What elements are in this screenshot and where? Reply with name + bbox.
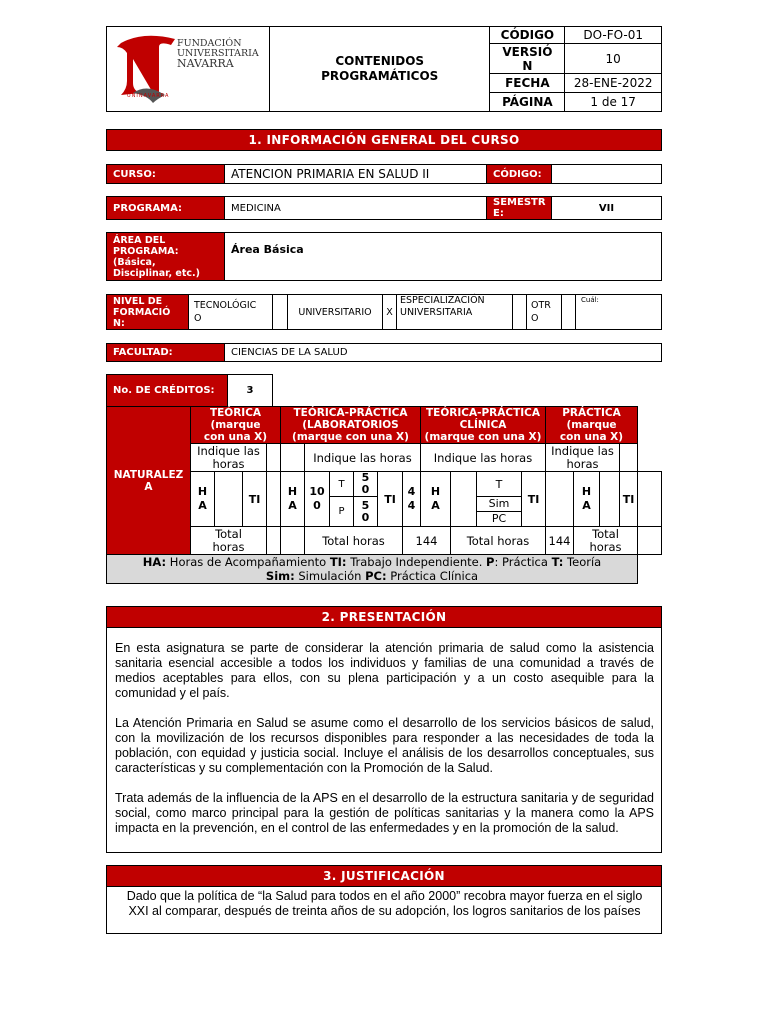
practica-h1: PRÁCTICA xyxy=(562,407,621,419)
programa-label: PROGRAMA: xyxy=(107,197,225,220)
creditos-row xyxy=(106,374,273,407)
lab-p-value xyxy=(354,497,378,527)
legend-ti-text: Trabajo Independiente. xyxy=(346,555,487,569)
version-label xyxy=(490,44,565,74)
lab-p-value-2: 0 xyxy=(361,510,370,524)
semestre-value: VII xyxy=(552,197,662,220)
document-title xyxy=(269,27,489,112)
codigo-value: DO-FO-01 xyxy=(565,27,662,44)
teorica-ti: TI xyxy=(243,472,267,527)
logo-line-3: NAVARRA xyxy=(177,57,234,70)
clinica-h3: (marque con una X) xyxy=(424,431,542,443)
clinica-total-value: 144 xyxy=(546,527,574,555)
lab-header xyxy=(281,407,421,444)
nivel-label-2: FORMACIÓ xyxy=(113,306,171,318)
section-2-title: 2. PRESENTACIÓN xyxy=(107,607,662,628)
lab-t-value-2: 0 xyxy=(361,483,370,496)
practica-ti-value[interactable] xyxy=(638,472,662,527)
lab-ti-value-1: 4 xyxy=(407,485,416,498)
clinica-t: T xyxy=(495,477,503,491)
clinica-ti: TI xyxy=(522,472,546,527)
lab-ha-1: H xyxy=(287,485,298,498)
naturaleza-legend xyxy=(107,555,638,584)
area-row xyxy=(106,232,662,281)
naturaleza-table xyxy=(106,406,662,584)
practica-total-value[interactable] xyxy=(638,527,662,555)
teorica-h1: TEÓRICA xyxy=(209,407,262,419)
section-3-title: 3. JUSTIFICACIÓN xyxy=(107,866,662,887)
clinica-ha xyxy=(421,472,451,527)
clinica-ha-1: H xyxy=(430,485,441,498)
otro-label-2: O xyxy=(531,313,539,324)
naturaleza-label-1: NATURALEZ xyxy=(113,468,184,481)
creditos-value: 3 xyxy=(228,375,273,407)
semestre-label xyxy=(487,197,552,220)
lab-ha-value-1: 10 xyxy=(309,485,325,498)
programa-row xyxy=(106,196,662,220)
clinica-sim: Sim xyxy=(477,497,521,512)
teorica-check[interactable] xyxy=(267,444,281,472)
teorica-ti-value[interactable] xyxy=(267,472,281,527)
lab-t: T xyxy=(330,472,354,497)
lab-check[interactable] xyxy=(281,444,305,472)
practica-check[interactable] xyxy=(620,444,638,472)
clinica-ti-value[interactable] xyxy=(546,472,574,527)
lab-indique: Indique las horas xyxy=(305,444,421,472)
nivel-formacion-row xyxy=(106,294,662,330)
teorica-indique xyxy=(191,444,267,472)
facultad-row xyxy=(106,343,662,362)
title-line-2: PROGRAMÁTICOS xyxy=(321,69,439,83)
practica-header xyxy=(546,407,638,444)
lab-t-value xyxy=(354,472,378,497)
title-line-1: CONTENIDOS xyxy=(335,54,425,68)
pagina-value: 1 de 17 xyxy=(565,93,662,112)
presentacion-paragraph-3: Trata además de la influencia de la APS en el desarrollo de la estructura sanitaria y de seguridad social, como marco principal para la gestión de políticas sanitarias y la manera como la APS impacta en la prevención, en el control de las enfermedades y en la promoción de la salud. xyxy=(115,791,654,835)
nivel-label-3: N: xyxy=(113,317,125,329)
curso-row xyxy=(106,164,662,184)
semestre-label-2: E: xyxy=(493,208,504,219)
document-header xyxy=(106,26,662,112)
clinica-h1: TEÓRICA-PRÁCTICA xyxy=(426,407,540,419)
area-label xyxy=(107,233,225,281)
clinica-t-row xyxy=(477,472,522,497)
clinica-sim-pc xyxy=(477,497,522,527)
especializacion-label-2: UNIVERSITARIA xyxy=(400,307,473,318)
curso-label: CURSO: xyxy=(107,165,225,184)
legend-p-text: : Práctica xyxy=(494,555,552,569)
section-2-header xyxy=(106,606,662,628)
lab-ti-value-2: 4 xyxy=(407,499,416,512)
area-label-2: PROGRAMA: xyxy=(113,245,179,257)
teorica-ha-1: H xyxy=(197,485,208,498)
lab-h1: TEÓRICA-PRÁCTICA xyxy=(293,407,408,419)
clinica-pc: PC xyxy=(491,512,507,525)
area-label-3: (Básica, xyxy=(113,256,156,268)
clinica-h2: CLÍNICA xyxy=(459,419,507,431)
logo-text xyxy=(177,39,259,69)
practica-ha-value[interactable] xyxy=(600,472,620,527)
practica-total-1: Total xyxy=(592,526,619,541)
teorica-total xyxy=(191,527,267,555)
legend-pc-abbr: PC: xyxy=(365,569,387,583)
otro-check[interactable] xyxy=(562,295,576,330)
tecnologico-option xyxy=(189,295,273,330)
clinica-total: Total horas xyxy=(451,527,546,555)
lab-total-value: 144 xyxy=(403,527,451,555)
practica-ha-1: H xyxy=(581,485,592,498)
otro-label-1: OTR xyxy=(531,300,551,311)
especializacion-check[interactable] xyxy=(513,295,527,330)
teorica-total-value[interactable] xyxy=(267,527,281,555)
lab-h2: (LABORATORIOS xyxy=(302,419,399,431)
facultad-value: CIENCIAS DE LA SALUD xyxy=(225,344,662,362)
facultad-label: FACULTAD: xyxy=(107,344,225,362)
practica-total xyxy=(574,527,638,555)
legend-ha-abbr: HA: xyxy=(142,555,167,569)
presentacion-paragraph-1: En esta asignatura se parte de considerar la atención primaria de salud como la asistencia sanitaria esencial accesible a todos los individuos y familias de una comunidad a través de medios aceptables para ellos, con su plena participación y a un costo asequible para la comunidad y el país. xyxy=(115,641,654,700)
practica-ti: TI xyxy=(620,472,638,527)
tecnologico-label-2: O xyxy=(194,313,202,324)
area-value: Área Básica xyxy=(225,233,662,281)
universitario-option: UNIVERSITARIO xyxy=(288,295,383,330)
lab-t-value-1: 5 xyxy=(361,471,370,484)
logo-line-2: UNIVERSITARIA xyxy=(177,48,259,59)
curso-codigo-label: CÓDIGO: xyxy=(487,165,552,184)
section-1-header xyxy=(106,129,662,151)
creditos-label: No. DE CRÉDITOS: xyxy=(107,375,228,407)
curso-value: ATENCION PRIMARIA EN SALUD II xyxy=(225,165,487,184)
practica-ha xyxy=(574,472,600,527)
presentacion-paragraph-2: La Atención Primaria en Salud se asume como el desarrollo de los servicios básicos de salud, con la movilización de los recursos disponibles para responder a las necesidades de toda la población, con equidad y justicia social. Incluye el análisis de los desarrollos conceptuales, sus características y su complementación con la Promoción de la Salud. xyxy=(115,716,654,775)
especializacion-label-1: ESPECIALIZACIÓN xyxy=(400,295,485,306)
teorica-ha-2: A xyxy=(198,499,207,512)
teorica-total-2: horas xyxy=(212,539,245,554)
justificacion-paragraph-1: Dado que la política de “la Salud para todos en el año 2000” recobra mayor fuerza en el siglo XXI al comparar, después de treinta años de su adopción, los logros sanitarios de los países xyxy=(126,889,643,918)
pagina-label: PÁGINA xyxy=(490,93,565,112)
teorica-header xyxy=(191,407,281,444)
tecnologico-label-1: TECNOLÓGIC xyxy=(194,300,257,311)
logo-cell xyxy=(107,27,270,112)
section-3-header xyxy=(106,865,662,887)
universitario-check[interactable]: X xyxy=(383,295,397,330)
practica-total-2: horas xyxy=(589,539,622,554)
lab-ha-2: A xyxy=(288,499,297,512)
lab-h3: (marque con una X) xyxy=(292,431,409,443)
version-value: 10 xyxy=(565,44,662,74)
area-label-4: Disciplinar, etc.) xyxy=(113,267,200,279)
legend-sim-abbr: Sim: xyxy=(265,569,295,583)
logo-line-1: FUNDACIÓN xyxy=(177,38,242,49)
lab-total: Total horas xyxy=(305,527,403,555)
teorica-h2: (marque xyxy=(210,419,261,431)
practica-indique-1: Indique las xyxy=(551,443,614,458)
lab-ha xyxy=(281,472,305,527)
legend-ti-abbr: TI: xyxy=(329,555,347,569)
codigo-label: CÓDIGO xyxy=(490,27,565,44)
logo-tagline: UNINAVARRA xyxy=(127,93,170,99)
teorica-total-1: Total xyxy=(215,526,242,541)
lab-ha-value xyxy=(305,472,330,527)
legend-t-abbr: T: xyxy=(551,555,564,569)
fecha-label: FECHA xyxy=(490,74,565,93)
practica-indique xyxy=(546,444,620,472)
clinica-ha-2: A xyxy=(431,499,440,512)
clinica-header xyxy=(421,407,546,444)
lab-ha-value-2: 0 xyxy=(313,499,321,512)
legend-pc-text: Práctica Clínica xyxy=(386,569,479,583)
legend-ha-text: Horas de Acompañamiento xyxy=(166,555,330,569)
lab-p-value-1: 5 xyxy=(361,498,370,512)
teorica-h3: con una X) xyxy=(203,431,268,443)
version-label-2: N xyxy=(522,58,533,73)
cual-field[interactable]: Cuál: xyxy=(576,295,662,330)
teorica-indique-1: Indique las xyxy=(197,443,260,458)
practica-ha-2: A xyxy=(582,499,591,512)
practica-indique-2: horas xyxy=(566,456,599,471)
otro-option xyxy=(527,295,562,330)
lab-p: P xyxy=(330,497,354,527)
justificacion-body xyxy=(106,886,662,934)
legend-sim-text: Simulación xyxy=(298,569,366,583)
tecnologico-check[interactable] xyxy=(273,295,288,330)
nivel-label xyxy=(107,295,189,330)
clinica-indique: Indique las horas xyxy=(421,444,546,472)
lab-total-blank xyxy=(281,527,305,555)
fecha-value: 28-ENE-2022 xyxy=(565,74,662,93)
teorica-ha xyxy=(191,472,215,527)
teorica-indique-2: horas xyxy=(212,456,245,471)
curso-codigo-value xyxy=(552,165,662,184)
clinica-ha-value[interactable] xyxy=(451,472,477,527)
semestre-label-1: SEMESTR xyxy=(493,197,546,208)
area-label-1: ÁREA DEL xyxy=(113,234,166,246)
lab-ti-value xyxy=(403,472,421,527)
practica-h3: con una X) xyxy=(559,431,624,443)
university-logo xyxy=(107,29,267,109)
especializacion-option xyxy=(397,295,513,330)
practica-h2: (marque xyxy=(566,419,617,431)
programa-value: MEDICINA xyxy=(225,197,487,220)
version-label-1: VERSIÓ xyxy=(502,44,553,59)
presentacion-body xyxy=(106,627,662,853)
lab-ti: TI xyxy=(378,472,403,527)
nivel-label-1: NIVEL DE xyxy=(113,295,163,307)
legend-p-abbr: P xyxy=(486,555,495,569)
naturaleza-label-2: A xyxy=(144,480,153,493)
legend-t-text: Teoría xyxy=(563,555,602,569)
section-1-title: 1. INFORMACIÓN GENERAL DEL CURSO xyxy=(107,130,662,151)
teorica-ha-value[interactable] xyxy=(215,472,243,527)
naturaleza-label xyxy=(107,407,191,555)
